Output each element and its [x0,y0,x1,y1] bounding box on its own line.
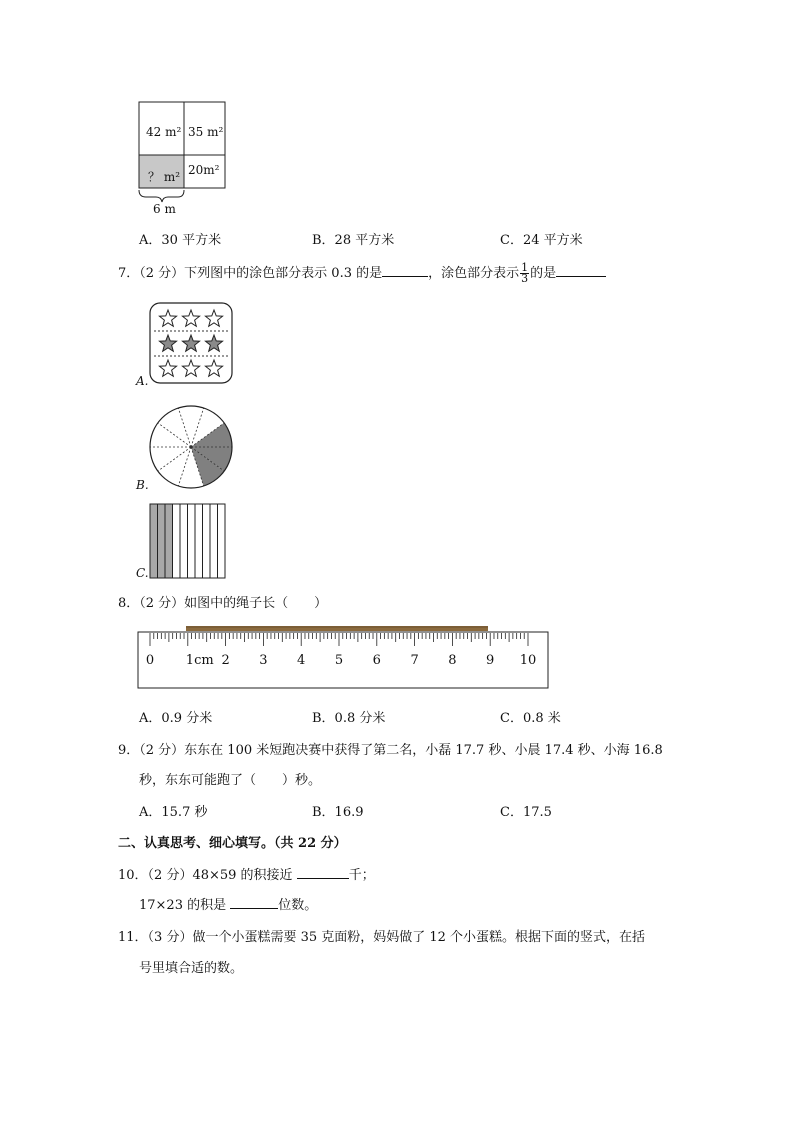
q6-cell-bottom-right: 20m² [188,163,220,177]
q9-stem-line1: 9．（2 分）东东在 100 米短跑决赛中获得了第二名，小磊 17.7 秒、小晨 17.4 秒、小海 16.8 [118,743,663,758]
q8-option-a: A．0.9 分米 [139,711,213,726]
q6-cell-top-right: 35 m² [188,125,224,139]
strip [203,504,211,578]
q8-option-b: B．0.8 分米 [312,711,386,726]
q11-line1: 11．（3 分）做一个小蛋糕需要 35 克面粉，妈妈做了 12 个小蛋糕。根据下面的竖式，在括 [118,930,646,945]
q9-option-b: B．16.9 [312,805,364,820]
section-2-title: 二、认真思考、细心填写。（共 22 分） [118,836,347,851]
ruler-number: 3 [259,653,268,668]
q7-label-c: C. [136,566,149,580]
ruler-number: 0 [145,653,155,668]
pie-divider [178,447,191,486]
q11-line2: 号里填合适的数。 [139,961,244,976]
ruler-number: 9 [486,653,495,668]
ruler-number: 1cm [185,653,214,668]
strip [173,504,181,578]
q7-frac-num: 1 [521,261,529,274]
ruler-number: 4 [297,653,306,668]
q7-label-b: B. [136,478,149,492]
strip [195,504,203,578]
ruler-number: 10 [519,653,537,668]
ruler-number: 5 [334,653,344,668]
q7-suffix: 的是 [530,266,557,281]
q7-frac-den: 3 [521,272,529,285]
q8-ruler-figure [136,622,552,692]
q7-figure-c [136,502,246,584]
q7-label-a: A. [136,374,149,388]
pie-divider [158,423,191,447]
q7-answer-blank-1[interactable] [382,276,428,277]
strip [210,504,218,578]
q6-option-b: B．28 平方米 [312,233,395,248]
q7-figure-a [136,300,246,392]
q10-line2-suffix: 位数。 [278,898,318,913]
q7-stem [118,262,606,284]
q8-option-c: C．0.8 米 [500,711,561,726]
q9-option-a: A．15.7 秒 [139,805,208,820]
ruler-number: 7 [410,653,419,668]
q6-option-c: C．24 平方米 [500,233,583,248]
strip [218,504,226,578]
q10-answer-blank-2[interactable] [230,908,278,909]
q7-prefix: 7．（2 分）下列图中的涂色部分表示 0.3 的是 [118,266,383,281]
strip [188,504,196,578]
ruler-number: 8 [448,653,457,668]
q8-stem: 8．（2 分）如图中的绳子长（ ） [118,596,328,611]
q7-answer-blank-2[interactable] [556,276,606,277]
q6-area-figure [136,100,231,220]
ruler-number: 2 [221,653,230,668]
ruler-number: 6 [372,653,381,668]
pie-divider [158,447,191,471]
q9-option-c: C．17.5 [500,805,552,820]
q7-figure-b [136,402,246,494]
strip-shaded [150,504,158,578]
q10-line2-prefix: 17×23 的积是 [139,898,227,913]
q6-width-label: 6 m [153,202,176,216]
q10-line1-suffix: 千； [348,868,375,883]
pie-divider [178,408,191,447]
q10-line1 [118,864,375,883]
q7-middle: ，涂色部分表示 [428,266,520,281]
q10-answer-blank-1[interactable] [297,878,349,879]
strip-shaded [158,504,166,578]
q9-stem-line2: 秒，东东可能跑了（ ）秒。 [139,773,322,788]
q6-cell-top-left: 42 m² [146,125,182,139]
q10-line2 [139,894,317,913]
q10-line1-prefix: 10．（2 分）48×59 的积接近 [118,868,293,883]
q6-cell-bottom-left: ？ m² [148,170,181,184]
q7-fraction [520,263,529,284]
q6-width-brace [139,190,184,202]
strip [180,504,188,578]
strip-shaded [165,504,173,578]
q6-option-a: A．30 平方米 [139,233,222,248]
